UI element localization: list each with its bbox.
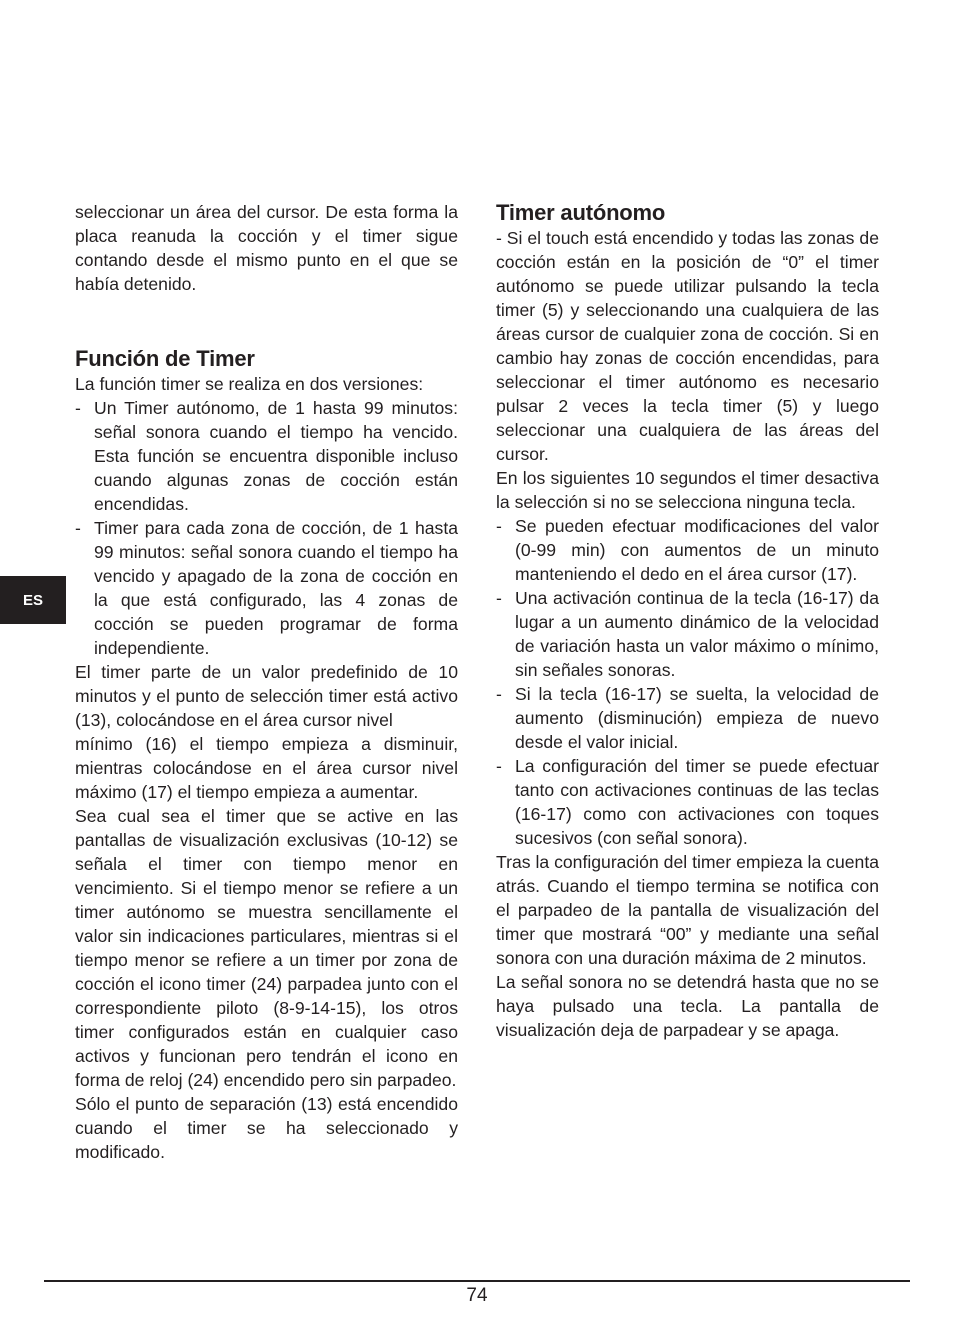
list-item: - Timer para cada zona de cocción, de 1 hasta 99 minutos: señal sonora cuando el tiempo ha vencido y apagado de la zona de cocción en la que está configurado, las 4 zonas de cocción se pueden programar de forma independiente. <box>75 516 458 660</box>
list-item: - La configuración del timer se puede efectuar tanto con activaciones continuas de las teclas (16-17) como con activaciones con toques sucesivos (con señal sonora). <box>496 754 879 850</box>
paragraph: Tras la configuración del timer empieza la cuenta atrás. Cuando el tiempo termina se notifica con el parpadeo de la pantalla de visualización del timer que mostrará “00” y mediante una señal sonora con una duración máxima de 2 minutos. <box>496 852 879 968</box>
list-item: - Una activación continua de la tecla (16-17) da lugar a un aumento dinámico de la velocidad de variación hasta un valor máximo o mínimo, sin señales sonoras. <box>496 586 879 682</box>
intro-paragraph: seleccionar un área del cursor. De esta forma la placa reanuda la cocción y el timer sigue contando desde el mismo punto en el que se había detenido. <box>75 202 458 294</box>
language-tab: ES <box>0 576 66 624</box>
right-column <box>496 200 879 1042</box>
list-item: - Un Timer autónomo, de 1 hasta 99 minutos: señal sonora cuando el tiempo ha vencido. Esta función se encuentra disponible incluso cuando algunas zonas de cocción están encendidas. <box>75 396 458 516</box>
paragraph: - Si el touch está encendido y todas las zonas de cocción están en la posición de “0” el timer autónomo se puede utilizar pulsando la tecla timer (5) y seleccionando una cualquiera de las áreas cursor de cualquier zona de cocción. Si en cambio hay zonas de cocción encendidas, para seleccionar el timer autónomo es necesario pulsar 2 veces la tecla timer (5) y luego seleccionar una cualquiera de las áreas del cursor. <box>496 228 879 464</box>
left-column <box>75 200 458 1164</box>
lead-paragraph: La función timer se realiza en dos versiones: <box>75 374 424 394</box>
paragraph: Sea cual sea el timer que se active en las pantallas de visualización exclusivas (10-12) se señala el timer con tiempo menor en vencimiento. Si el tiempo menor se refiere a un timer autónomo se muestra sencillamente el valor sin indicaciones particulares, mientras si el tiempo menor se refiere a un timer por zona de cocción el icono timer (24) parpadea junto con el correspondiente piloto (8-9-14-15), los otros timer configurados están en cualquier caso activos y funcionan pero tendrán el icono en forma de reloj (24) encendido pero sin parpadeo. <box>75 806 458 1090</box>
paragraph: En los siguientes 10 segundos el timer desactiva la selección si no se selecciona ninguna tecla. <box>496 468 879 512</box>
paragraph: Sólo el punto de separación (13) está encendido cuando el timer se ha seleccionado y modificado. <box>75 1094 458 1162</box>
list-item: - Se pueden efectuar modificaciones del valor (0-99 min) con aumentos de un minuto manteniendo el dedo en el área cursor (17). <box>496 514 879 586</box>
list-item: - Si la tecla (16-17) se suelta, la velocidad de aumento (disminución) empieza de nuevo desde el valor inicial. <box>496 682 879 754</box>
page-number: 74 <box>466 1285 488 1306</box>
footer-divider <box>44 1280 910 1282</box>
section-heading-timer-function: Función de Timer <box>75 346 255 371</box>
section-heading-autonomous-timer: Timer autónomo <box>496 200 666 225</box>
timer-versions-list <box>75 396 458 660</box>
paragraph: mínimo (16) el tiempo empieza a disminuir, mientras colocándose en el área cursor nivel máximo (17) el tiempo empieza a aumentar. <box>75 734 458 802</box>
timer-settings-list <box>496 514 879 850</box>
spacer <box>75 296 458 346</box>
paragraph: El timer parte de un valor predefinido de 10 minutos y el punto de selección timer está activo (13), colocándose en el área cursor nivel <box>75 662 458 730</box>
paragraph: La señal sonora no se detendrá hasta que no se haya pulsado una tecla. La pantalla de visualización deja de parpadear y se apaga. <box>496 972 879 1040</box>
